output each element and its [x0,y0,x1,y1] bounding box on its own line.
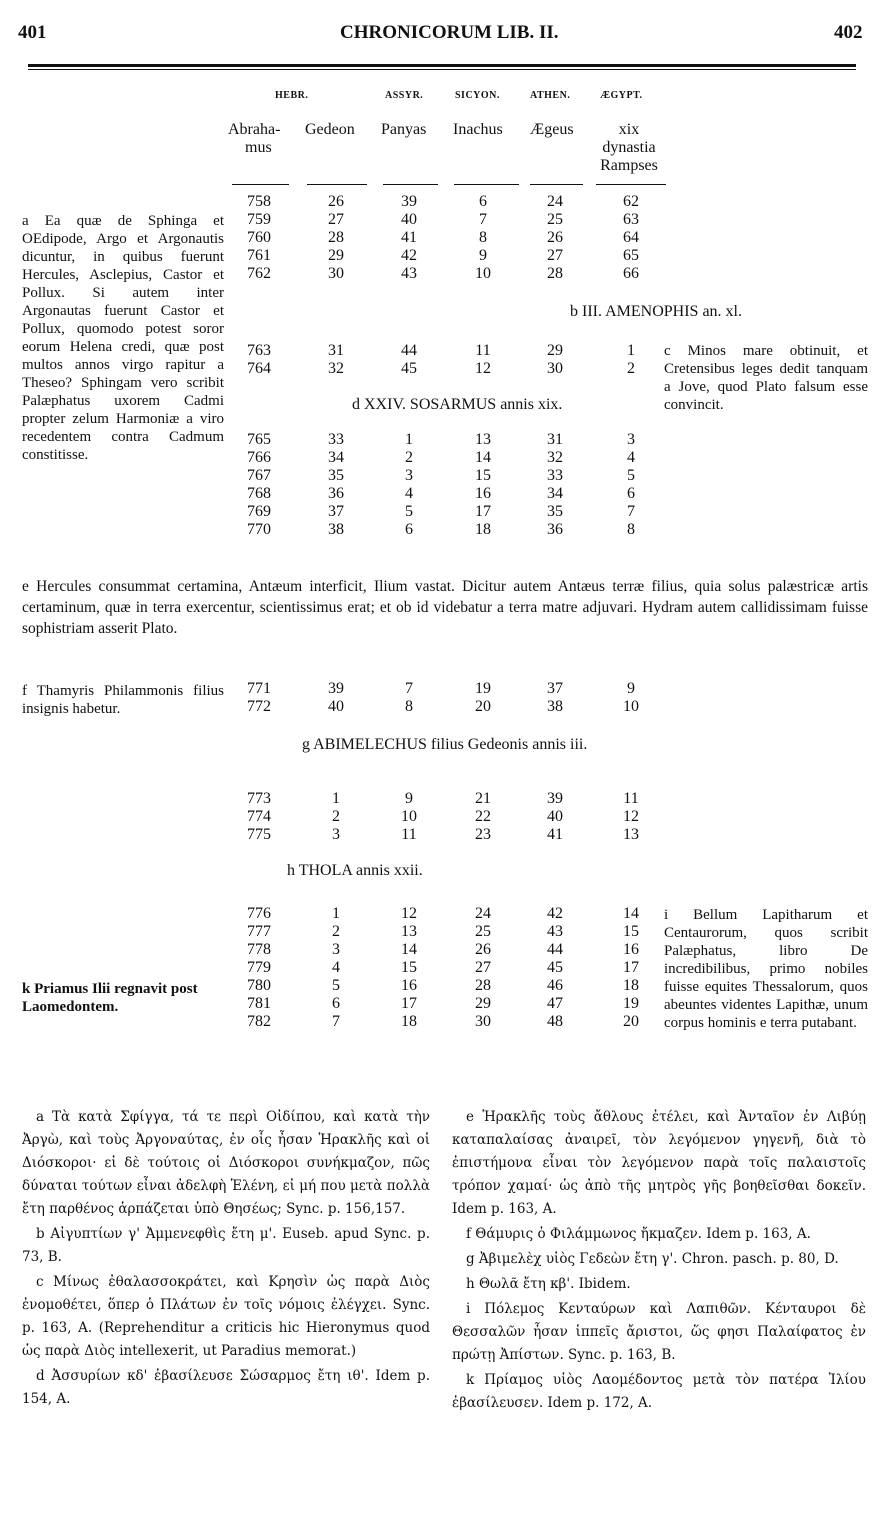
table-cell: 15 [475,467,491,484]
table-cell: 7 [332,1013,340,1030]
table-cell: 41 [547,826,563,843]
table-cell: 7 [405,680,413,697]
col-head-athen: ATHEN. [530,90,571,101]
year-cell: 776 [247,905,271,922]
col-underline [232,184,289,185]
col-underline [596,184,666,185]
greek-note-g: g Ἀβιμελὲχ υἱὸς Γεδεὼν ἔτη γ'. Chron. pasch. p. 80, D. [466,1251,839,1267]
table-cell: 65 [623,247,639,264]
table-cell: 40 [547,808,563,825]
table-cell: 26 [547,229,563,246]
table-cell: 36 [328,485,344,502]
year-cell: 775 [247,826,271,843]
table-cell: 62 [623,193,639,210]
table-cell: 15 [401,959,417,976]
table-cell: 44 [401,342,417,359]
table-cell: 25 [547,211,563,228]
table-cell: 17 [475,503,491,520]
table-cell: 26 [475,941,491,958]
table-cell: 17 [623,959,639,976]
table-cell: 16 [623,941,639,958]
table-cell: 32 [547,449,563,466]
table-cell: 25 [475,923,491,940]
colname-rampses: xix dynastia Rampses [600,121,658,174]
table-cell: 9 [479,247,487,264]
table-cell: 48 [547,1013,563,1030]
table-cell: 1 [332,905,340,922]
table-cell: 19 [623,995,639,1012]
table-cell: 36 [547,521,563,538]
table-cell: 44 [547,941,563,958]
table-cell: 13 [475,431,491,448]
table-cell: 19 [475,680,491,697]
table-cell: 63 [623,211,639,228]
table-cell: 40 [401,211,417,228]
table-cell: 11 [401,826,417,843]
table-cell: 38 [328,521,344,538]
table-cell: 14 [475,449,491,466]
header-rule-thin [28,69,856,70]
table-cell: 37 [547,680,563,697]
greek-note-h: h Θωλᾶ ἔτη κβ'. Ibidem. [466,1276,631,1292]
table-cell: 11 [475,342,491,359]
table-cell: 3 [405,467,413,484]
side-note-i: i Bellum Lapitharum et Centaurorum, quos scribit Palæphatus, libro De incredibilibus, primo nobiles fuisse equites Thessalorum, quos abeuntes videntes Lapithæ, unum corpus hominis e terra putabant. [664,907,868,1031]
table-cell: 43 [547,923,563,940]
greek-note-a: a Τὰ κατὰ Σφίγγα, τά τε περὶ Οἰδίπου, καὶ κατὰ τὴν Ἀργὼ, καὶ τοὺς Ἀργοναύτας, ἐν οἷς ἦσαν Ἡρακλῆς καὶ οἱ Διόσκοροι· εἰ δὲ τούτοις οἱ Διόσκοροι συνήκμαζον, πῶς δύναται τούτων εἶναι ἀδελφὴ Ἑλένη, εἰ μή που μετὰ πολλὰ ἔτη παρθένος ἁρπάζεται ὑπὸ Θησέως; Sync. p. 156,157. [22,1109,430,1217]
table-cell: 3 [332,941,340,958]
table-cell: 21 [475,790,491,807]
table-cell: 3 [332,826,340,843]
table-cell: 8 [627,521,635,538]
colname-panyas: Panyas [381,121,427,138]
right-page-number: 402 [834,22,863,43]
table-cell: 7 [627,503,635,520]
note-e: e Hercules consummat certamina, Antæum interficit, Ilium vastat. Dicitur autem Antæus terræ filius, quia solus palæstricæ artis certaminum, quæ in terra exercentur, scientissimus erat; et ob id videbatur a terra matre adjuvari. Hydram autem callidissimam fuisse sophistriam asserit Plato. [22,578,868,637]
table-cell: 39 [547,790,563,807]
year-cell: 758 [247,193,271,210]
col-head-hebr: HEBR. [275,90,309,101]
left-page-number: 401 [18,22,47,43]
table-cell: 2 [332,808,340,825]
table-cell: 18 [623,977,639,994]
table-cell: 47 [547,995,563,1012]
reign-line-abimelechus: g ABIMELECHUS filius Gedeonis annis iii. [302,736,588,753]
year-cell: 760 [247,229,271,246]
table-cell: 31 [547,431,563,448]
table-cell: 8 [479,229,487,246]
table-cell: 13 [401,923,417,940]
table-cell: 23 [475,826,491,843]
table-cell: 45 [547,959,563,976]
year-cell: 763 [247,342,271,359]
table-cell: 42 [401,247,417,264]
table-cell: 20 [475,698,491,715]
side-note-a: a Ea quæ de Sphinga et OEdipode, Argo et Argonautis dicuntur, in quibus fuerunt Hercules, Asclepius, Castor et Pollux. Si autem inter Argonautas fuerunt Castor et Pollux, quomodo potest soror eorum Helena credi, quæ post multos annos virgo rapitur a Theseo? Sphingam vero scribit Palæphatus uxorem Cadmi propter zelum Harmoniæ a viro recedentem contra Cadmum constitisse. [22,213,224,463]
year-cell: 761 [247,247,271,264]
col-head-sicyon: SICYON. [455,90,500,101]
table-cell: 64 [623,229,639,246]
table-cell: 10 [401,808,417,825]
table-cell: 22 [475,808,491,825]
table-cell: 6 [332,995,340,1012]
table-cell: 40 [328,698,344,715]
side-note-f: f Thamyris Philammonis filius insignis habetur. [22,683,224,717]
col-underline [383,184,438,185]
year-cell: 759 [247,211,271,228]
col-underline [530,184,583,185]
year-cell: 777 [247,923,271,940]
year-cell: 782 [247,1013,271,1030]
table-cell: 4 [405,485,413,502]
table-cell: 14 [623,905,639,922]
colname-gedeon: Gedeon [305,121,355,138]
table-cell: 34 [547,485,563,502]
year-cell: 771 [247,680,271,697]
table-cell: 39 [328,680,344,697]
col-underline [307,184,367,185]
table-cell: 28 [547,265,563,282]
year-cell: 765 [247,431,271,448]
reign-line-thola: h THOLA annis xxii. [287,862,423,879]
table-cell: 34 [328,449,344,466]
table-cell: 43 [401,265,417,282]
table-cell: 6 [405,521,413,538]
year-cell: 762 [247,265,271,282]
table-cell: 4 [332,959,340,976]
table-cell: 12 [475,360,491,377]
table-cell: 66 [623,265,639,282]
table-cell: 2 [627,360,635,377]
table-cell: 12 [401,905,417,922]
year-cell: 768 [247,485,271,502]
table-cell: 38 [547,698,563,715]
table-cell: 13 [623,826,639,843]
table-cell: 42 [547,905,563,922]
year-cell: 778 [247,941,271,958]
table-cell: 7 [479,211,487,228]
header-rule [28,64,856,67]
table-cell: 32 [328,360,344,377]
table-cell: 18 [475,521,491,538]
greek-notes-left [22,1106,430,1413]
greek-note-b: b Αἰγυπτίων γ' Ἀμμενεφθὶς ἔτη μ'. Euseb. apud Sync. p. 73, B. [22,1226,430,1265]
table-cell: 20 [623,1013,639,1030]
colname-inachus: Inachus [453,121,503,138]
year-cell: 767 [247,467,271,484]
table-cell: 6 [479,193,487,210]
table-cell: 28 [328,229,344,246]
table-cell: 1 [405,431,413,448]
table-cell: 30 [475,1013,491,1030]
table-cell: 39 [401,193,417,210]
table-cell: 35 [547,503,563,520]
side-note-k: k Priamus Ilii regnavit post Laomedontem. [22,981,198,1015]
year-cell: 780 [247,977,271,994]
table-cell: 2 [405,449,413,466]
table-cell: 46 [547,977,563,994]
side-note-c: c Minos mare obtinuit, et Cretensibus leges dedit tanquam a Jove, quod Plato falsum esse convincit. [664,343,868,413]
reign-line-amenophis: b III. AMENOPHIS an. xl. [570,303,742,320]
table-cell: 1 [332,790,340,807]
col-head-aegypt: ÆGYPT. [600,90,643,101]
running-title: CHRONICORUM LIB. II. [340,22,559,43]
table-cell: 29 [475,995,491,1012]
table-cell: 30 [547,360,563,377]
table-cell: 1 [627,342,635,359]
year-cell: 769 [247,503,271,520]
table-cell: 30 [328,265,344,282]
table-cell: 16 [475,485,491,502]
table-cell: 24 [475,905,491,922]
table-cell: 12 [623,808,639,825]
table-cell: 3 [627,431,635,448]
reign-line-sosarmus: d XXIV. SOSARMUS annis xix. [352,396,563,413]
table-cell: 14 [401,941,417,958]
col-head-assyr: ASSYR. [385,90,424,101]
table-cell: 5 [627,467,635,484]
table-cell: 4 [627,449,635,466]
table-cell: 31 [328,342,344,359]
table-cell: 29 [547,342,563,359]
year-cell: 773 [247,790,271,807]
table-cell: 5 [405,503,413,520]
table-cell: 27 [475,959,491,976]
table-cell: 24 [547,193,563,210]
table-cell: 35 [328,467,344,484]
year-cell: 772 [247,698,271,715]
table-cell: 27 [547,247,563,264]
greek-note-e: e Ἡρακλῆς τοὺς ἄθλους ἐτέλει, καὶ Ἀνταῖον ἐν Λιβύῃ καταπαλαίσας ἀναιρεῖ, τὸν λεγόμενον γηγενῆ, διὰ τὸ ἐπιστήμονα εἶναι τὸν λεγόμενον παρὰ τοῖς παλαιστοῖς τρόπον χαμαί· ὡς ἀπὸ τῆς μητρὸς γῆς βοηθεῖσθαι δοκεῖν. Idem p. 163, A. [452,1109,866,1217]
greek-note-d: d Ἀσσυρίων κδ' ἐβασίλευσε Σώσαρμος ἔτη ιθ'. Idem p. 154, A. [22,1368,430,1407]
table-cell: 37 [328,503,344,520]
table-cell: 8 [405,698,413,715]
table-cell: 26 [328,193,344,210]
table-cell: 41 [401,229,417,246]
greek-note-i: i Πόλεμος Κενταύρων καὶ Λαπιθῶν. Κένταυροι δὲ Θεσσαλῶν ἦσαν ἱππεῖς ἄριστοι, ὥς φησι Παλαίφατος ἐν πρώτῃ Ἀπίστων. Sync. p. 163, B. [452,1301,866,1363]
table-cell: 5 [332,977,340,994]
table-cell: 10 [475,265,491,282]
table-cell: 18 [401,1013,417,1030]
table-cell: 2 [332,923,340,940]
table-cell: 15 [623,923,639,940]
table-cell: 16 [401,977,417,994]
colname-abrahamus: Abraha- mus [228,121,281,156]
table-cell: 9 [627,680,635,697]
year-cell: 781 [247,995,271,1012]
table-cell: 6 [627,485,635,502]
table-cell: 27 [328,211,344,228]
table-cell: 29 [328,247,344,264]
greek-note-k: k Πρίαμος υἱὸς Λαομέδοντος μετὰ τὸν πατέρα Ἰλίου ἐβασίλευσεν. Idem p. 172, A. [452,1372,866,1411]
year-cell: 766 [247,449,271,466]
table-cell: 33 [328,431,344,448]
table-cell: 9 [405,790,413,807]
year-cell: 764 [247,360,271,377]
col-underline [454,184,519,185]
greek-notes-right [452,1106,866,1417]
table-cell: 11 [623,790,639,807]
year-cell: 779 [247,959,271,976]
table-cell: 45 [401,360,417,377]
year-cell: 774 [247,808,271,825]
table-cell: 17 [401,995,417,1012]
greek-note-c: c Μίνως ἐθαλασσοκράτει, καὶ Κρησὶν ὡς παρὰ Διὸς ἐνομοθέτει, ὅπερ ὁ Πλάτων ἐν τοῖς νόμοις ἐλέγχει. Sync. p. 163, A. (Reprehenditur a criticis hic Hieronymus quod ὡς παρὰ Διὸς intellexerit, ut Paradius memorat.) [22,1274,430,1359]
table-cell: 33 [547,467,563,484]
table-cell: 10 [623,698,639,715]
year-cell: 770 [247,521,271,538]
colname-aegeus: Ægeus [530,121,574,138]
greek-note-f: f Θάμυρις ὁ Φιλάμμωνος ἤκμαζεν. Idem p. 163, A. [466,1226,811,1242]
table-cell: 28 [475,977,491,994]
